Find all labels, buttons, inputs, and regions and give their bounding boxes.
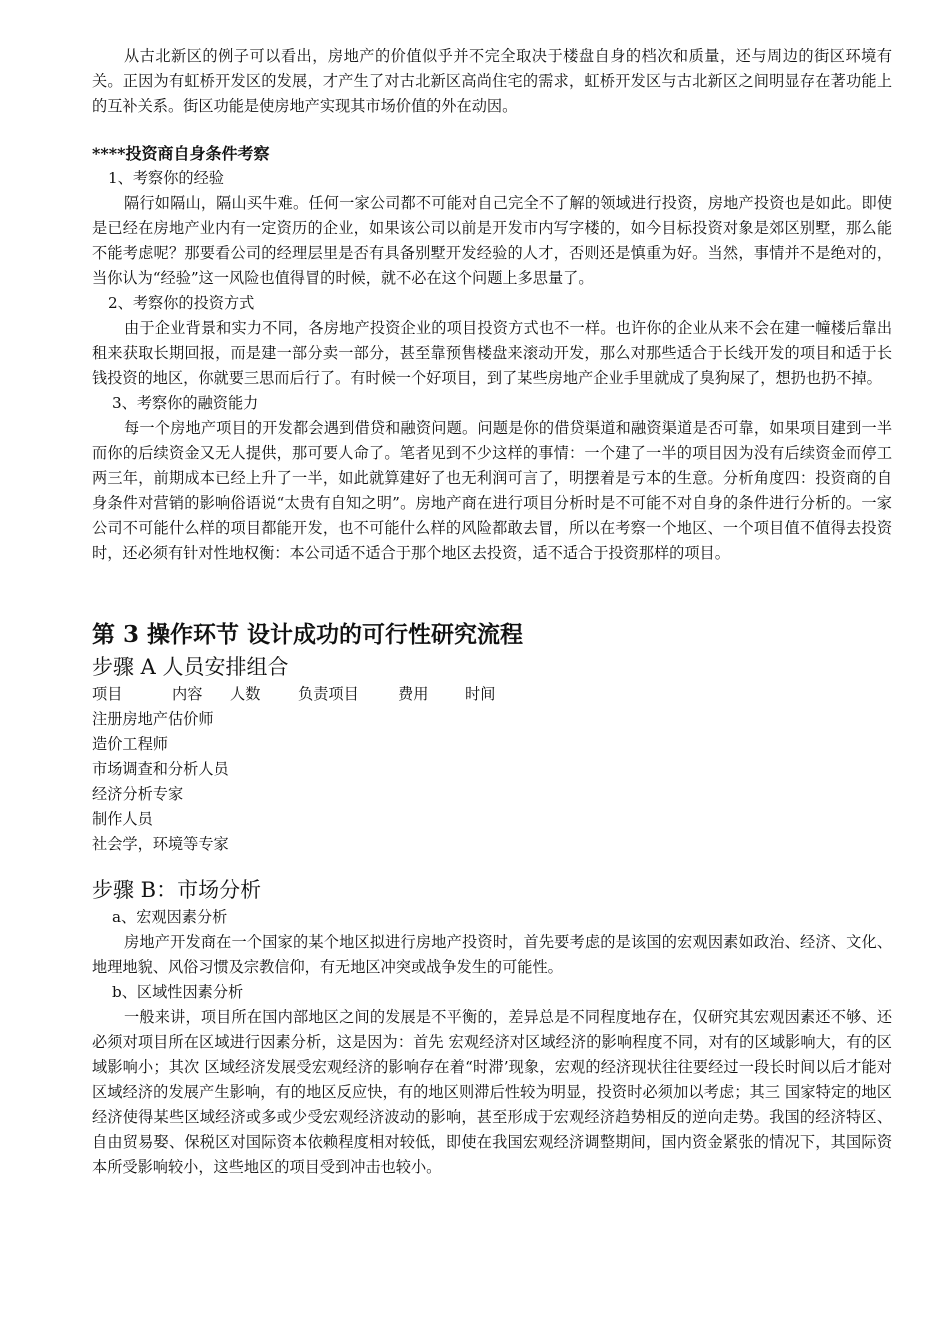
paragraph-financing: 每一个房地产项目的开发都会遇到借贷和融资问题。问题是你的借贷渠道和融资渠道是否可靠，如果项目建到一半而你的后续资金又无人提供，那可要人命了。笔者见到不少这样的事情：一个建了一半的项目因为没有后续资金而停工两三年，前期成本已经上升了一半，如此就算建好了也无利润可言了，明摆着是亏本的生意。分析角度四：投资商的自身条件对营销的影响俗语说“太贵有自知之明”。房地产商在进行项目分析时是不可能不对自身的条件进行分析的。一家公司不可能什么样的项目都能开发，也不可能什么样的风险都敢去冒，所以在考察一个地区、一个项目值不值得去投资时，还必须有针对性地权衡：本公司适不适合于那个地区去投资，适不适合于投资那样的项目。 [92,419,892,562]
staff-table-header [92,682,892,707]
document-body [92,44,892,1180]
step-a-heading: 步骤 A 人员安排组合 [92,655,289,679]
paragraph-investment-method: 由于企业背景和实力不同，各房地产投资企业的项目投资方式也不一样。也许你的企业从来不会在建一幢楼后靠出租来获取长期回报，而是建一部分卖一部分，甚至靠预售楼盘来滚动开发，那么对那些适合于长线开发的项目和适于长钱投资的地区，你就要三思而后行了。有时候一个好项目，到了某些房地产企业手里就成了臭狗屎了，想扔也扔不掉。 [92,319,892,387]
paragraph-macro-factors: 房地产开发商在一个国家的某个地区拟进行房地产投资时，首先要考虑的是该国的宏观因素如政治、经济、文化、地理地貌、风俗习惯及宗教信仰，有无地区冲突或战争发生的可能性。 [92,933,892,976]
subheading-financing: 3、考察你的融资能力 [112,394,259,412]
table-row: 注册房地产估价师 [92,710,214,728]
table-row: 社会学，环境等专家 [92,835,229,853]
col-header-content: 内容 [172,685,203,703]
chapter-title: 第 3 操作环节 设计成功的可行性研究流程 [92,621,524,648]
col-header-count: 人数 [230,685,261,703]
table-row: 制作人员 [92,810,153,828]
table-row: 市场调查和分析人员 [92,760,229,778]
col-header-responsibility: 负责项目 [298,685,359,703]
table-row: 经济分析专家 [92,785,184,803]
section-heading-investor-conditions: ****投资商自身条件考察 [92,144,270,163]
col-header-item: 项目 [92,685,123,703]
step-b-heading: 步骤 B：市场分析 [92,878,262,902]
subheading-investment-method: 2、考察你的投资方式 [108,294,255,312]
subheading-macro-factors: a、宏观因素分析 [112,908,228,926]
paragraph-street-function: 从古北新区的例子可以看出，房地产的价值似乎并不完全取决于楼盘自身的档次和质量，还与周边的街区环境有关。正因为有虹桥开发区的发展，才产生了对古北新区高尚住宅的需求，虹桥开发区与古北新区之间明显存在著功能上的互补关系。街区功能是使房地产实现其市场价值的外在动因。 [92,47,892,115]
col-header-cost: 费用 [398,685,429,703]
col-header-time: 时间 [465,685,496,703]
paragraph-experience: 隔行如隔山，隔山买牛难。任何一家公司都不可能对自己完全不了解的领域进行投资，房地产投资也是如此。即使是已经在房地产业内有一定资历的企业，如果该公司以前是开发市内写字楼的，如今目标投资对象是郊区别墅，那么能不能考虑呢？那要看公司的经理层里是否有具备别墅开发经验的人才，否则还是慎重为好。当然，事情并不是绝对的，当你认为“经验”这一风险也值得冒的时候，就不必在这个问题上多思量了。 [92,194,892,287]
subheading-experience: 1、考察你的经验 [108,169,224,187]
subheading-regional-factors: b、区域性因素分析 [112,983,244,1001]
paragraph-regional-factors: 一般来讲，项目所在国内部地区之间的发展是不平衡的，差异总是不同程度地存在，仅研究其宏观因素还不够、还必须对项目所在区域进行因素分析，这是因为：首先 宏观经济对区域经济的影响程度不同，对有的区域影响大，有的区域影响小；其次 区域经济发展受宏观经济的影响存在着“时滞’现象，宏观的经济现状往往要经过一段长时间以后才能对区域经济的发展产生影响，有的地区反应快，有的地区则滞后性较为明显，投资时必须加以考虑；其三 国家特定的地区经济使得某些区域经济或多或少受宏观经济波动的影响，甚至形成于宏观经济趋势相反的逆向走势。我国的经济特区、自由贸易娶、保税区对国际资本依赖程度相对较低，即使在我国宏观经济调整期间，国内资金紧张的情况下，其国际资本所受影响较小，这些地区的项目受到冲击也较小。 [92,1008,892,1176]
table-row: 造价工程师 [92,735,168,753]
